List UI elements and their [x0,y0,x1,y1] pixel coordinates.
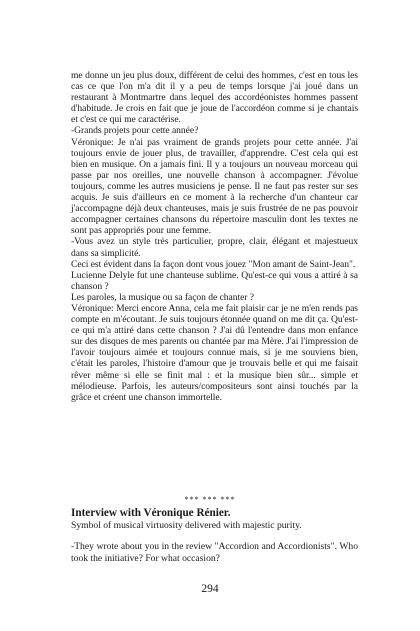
paragraph: Les paroles, la musique ou sa façon de chanter ? [71,291,255,303]
paragraph: -Vous avez un style très particulier, propre, clair, élégant et majestueux dans sa simplicité. [71,236,358,259]
section-subtitle: Symbol of musical virtuosity delivered with majestic purity. [71,520,302,531]
paragraph: me donne un jeu plus doux, différent de celui des hommes, c'est en tous les cas ce que l'on m'a dit il y a peu de temps lorsque j'ai joué dans un restaurant à Montmartre dans lequel des accordéonistes hommes passent d'habitude. Je crois en fait que je joue de l'accordéon comme si je chantais et c'est ce qui me caractérise. [71,70,358,126]
paragraph: Véronique: Je n'ai pas vraiment de grands projets pour cette année. J'ai toujours envie de jouer plus, de travailler, d'apprendre. C'est cela qui est bien en musique. On a jamais fini. Il y a toujours un nouveau morceau qui passe par nos oreilles, une nouvelle chanson à accompagner. J'évolue toujours, comme les autres musiciens je pense. Il ne faut pas rester sur ses acquis. Je suis d'ailleurs en ce moment à la recherche d'un chanteur car j'accompagne déjà deux chanteuses, mais je suis frustrée de ne pas pouvoir accompagner certaines chansons du répertoire masculin dont les textes ne sont pas appropriés pour une femme. [71,136,358,237]
paragraph: Ceci est évident dans la façon dont vous jouez "Mon amant de Saint-Jean". [71,258,356,270]
section-title: Interview with Véronique Rénier. [71,507,231,519]
interview-question: -They wrote about you in the review "Accordion and Accordionists". Who took the initiative? For what occasion? [71,541,358,564]
paragraph: Lucienne Delyle fut une chanteuse sublime. Qu'est-ce qui vous a attiré à sa chanson ? [71,269,358,292]
paragraph: Véronique: Merci encore Anna, cela me fait plaisir car je ne m'en rends pas compte en m'écoutant. Je suis toujours étonnée quand on me dit ça. Qu'est-ce qui m'a attiré dans cette chanson ? J'ai dû l'entendre dans mon enfance sur des disques de mes parents ou chantée par ma Mère. J'ai l'impression de l'avoir toujours aimée et toujours connue mais, si je me souviens bien, c'était les paroles, l'histoire d'amour que je trouvais belle et qui me faisait rêver même si elle se finit mal : et la musique bien sûr... simple et mélodieuse. Parfois, les auteurs/compositeurs sont ainsi touchés par la grâce et créent une chanson immortelle. [71,302,358,403]
page-number: 294 [201,583,219,595]
paragraph: -Grands projets pour cette année? [71,125,199,137]
section-separator: *** *** *** [184,495,236,504]
body-text [71,70,358,403]
